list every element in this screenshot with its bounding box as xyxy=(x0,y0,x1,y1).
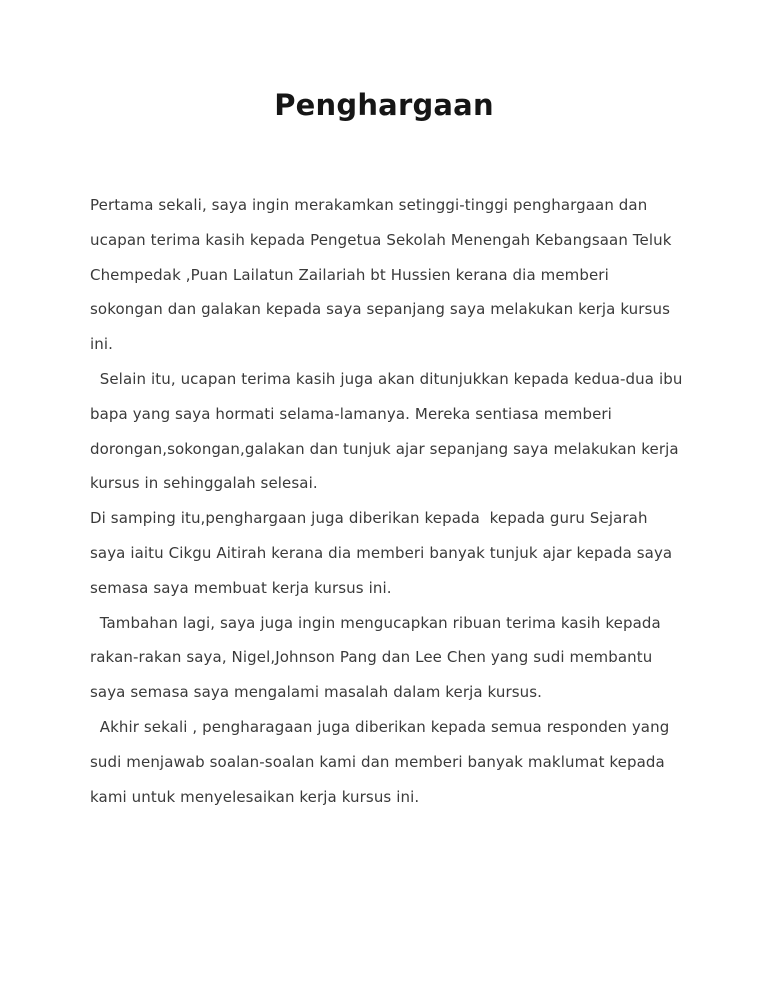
body-line: Di samping itu,penghargaan juga diberikan kepada kepada guru Sejarah xyxy=(90,509,648,528)
body-line: ucapan terima kasih kepada Pengetua Sekolah Menengah Kebangsaan Teluk xyxy=(90,230,672,249)
body-line: dorongan,sokongan,galakan dan tunjuk ajar sepanjang saya melakukan kerja xyxy=(90,439,679,458)
body-line: Chempedak ,Puan Lailatun Zailariah bt Hussien kerana dia memberi xyxy=(90,265,609,284)
body-line: Akhir sekali , pengharagaan juga diberikan kepada semua responden yang xyxy=(90,717,670,736)
body-line: sokongan dan galakan kepada saya sepanjang saya melakukan kerja kursus xyxy=(90,300,670,319)
body-line: kami untuk menyelesaikan kerja kursus ini. xyxy=(90,787,420,806)
body-line: bapa yang saya hormati selama-lamanya. Mereka sentiasa memberi xyxy=(90,404,612,423)
body-line: sudi menjawab soalan-soalan kami dan memberi banyak maklumat kepada xyxy=(90,752,665,771)
body-line: Pertama sekali, saya ingin merakamkan setinggi-tinggi penghargaan dan xyxy=(90,196,648,214)
body-line: Selain itu, ucapan terima kasih juga akan ditunjukkan kepada kedua-dua ibu xyxy=(90,369,683,388)
body-line: semasa saya membuat kerja kursus ini. xyxy=(90,578,392,597)
body-line: rakan-rakan saya, Nigel,Johnson Pang dan Lee Chen yang sudi membantu xyxy=(90,648,653,667)
body-line: kursus in sehinggalah selesai. xyxy=(90,474,318,493)
document-body xyxy=(90,188,698,814)
body-line: Tambahan lagi, saya juga ingin mengucapkan ribuan terima kasih kepada xyxy=(90,613,661,632)
body-line: ini. xyxy=(90,335,114,354)
page-title: Penghargaan xyxy=(274,88,494,122)
body-line: saya semasa saya mengalami masalah dalam kerja kursus. xyxy=(90,683,543,702)
body-line: saya iaitu Cikgu Aitirah kerana dia memberi banyak tunjuk ajar kepada saya xyxy=(90,543,673,562)
